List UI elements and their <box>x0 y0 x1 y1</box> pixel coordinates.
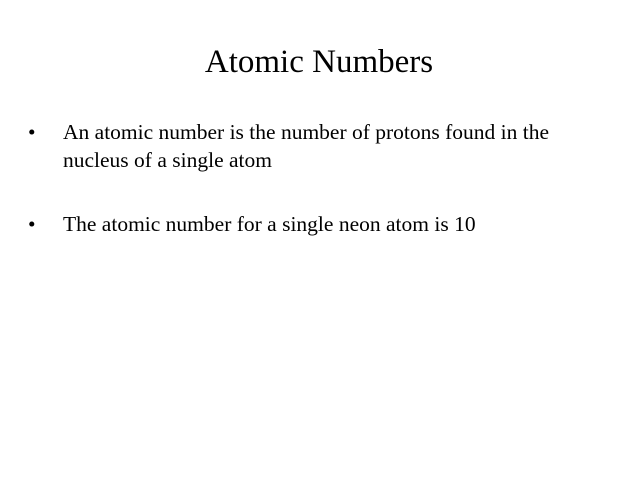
bullet-item <box>28 210 608 238</box>
bullet-icon: • <box>28 120 36 144</box>
bullet-item <box>28 118 608 174</box>
bullet-text: The atomic number for a single neon atom is 10 <box>63 212 476 236</box>
bullet-icon: • <box>28 212 36 236</box>
bullet-list <box>28 118 608 238</box>
bullet-text: An atomic number is the number of protons found in the nucleus of a single atom <box>63 120 550 172</box>
slide-title: Atomic Numbers <box>204 44 434 80</box>
